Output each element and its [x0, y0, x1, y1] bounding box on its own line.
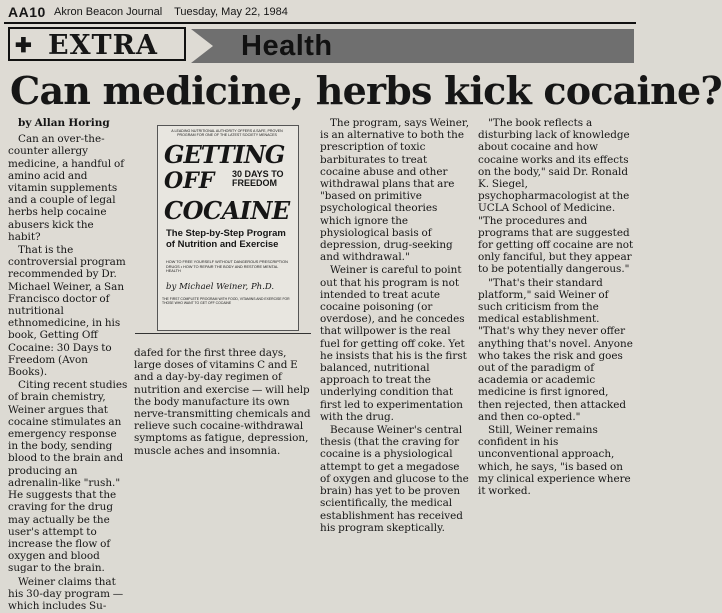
masthead-rule	[4, 22, 636, 24]
paragraph: The program, says Weiner, is an alternative to both the prescription of toxic barbiturates to treat cocaine abuse and other withdrawal plans that are "based on primitive psychological theories which ignore the physiological basis of depression, drug-seeking and withdrawal."	[320, 117, 470, 264]
paragraph: Because Weiner's central thesis (that the craving for cocaine is a physiological attempt to get a megadose of oxygen and glucose to the brain) has yet to be proven scientifically, the medical establishment has received his program skeptically.	[320, 424, 469, 534]
book-subtitle: The Step-by-Step Program of Nutrition and Exercise	[166, 228, 286, 250]
paragraph: Weiner is careful to point out that his program is not intended to treat acute cocaine poisoning (or overdose), and he concedes that willpower is the real fuel for getting off coke. Yet he insists that his is the first balanced, nutritional approach to treat the underlying condition that first led to experimentation with the drug.	[320, 264, 467, 423]
book-title-line-3: COCAINE	[164, 196, 290, 225]
section-banner	[8, 27, 634, 65]
publication-name: Akron Beacon Journal	[54, 6, 163, 18]
category-bar	[191, 29, 634, 63]
book-title-line-2: OFF	[164, 168, 215, 194]
article-column-2	[134, 347, 314, 458]
category-label: Health	[241, 30, 333, 62]
section-extra-box	[8, 27, 186, 61]
paragraph: "The book reflects a disturbing lack of knowledge about cocaine and how cocaine works and its effects on the body," said Dr. Ronald K. Siegel, psychopharmacologist at the UCLA School of Medicine. "The procedures and programs that are suggested for getting off cocaine are not only fanciful, but they appear to be potentially dangerous."	[478, 117, 634, 276]
article-column-3	[320, 117, 470, 535]
byline: by Allan Horing	[18, 117, 110, 129]
paragraph: Can an over-the-counter allergy medicine, a handful of amino acid and vitamin supplements and a couple of legal herbs help cocaine abusers kick the habit?	[8, 133, 125, 243]
book-days-text: 30 DAYS TO FREEDOM	[232, 169, 284, 188]
publication-date: Tuesday, May 22, 1984	[174, 6, 288, 18]
masthead	[6, 3, 634, 23]
book-cover-figure	[133, 117, 314, 345]
paragraph: Citing recent studies of brain chemistry, Weiner argues that cocaine stimulates an emergency response in the body, sending blood to the brain and producing an adrenalin-like "rush." He suggests that the craving for the drug may actually be the user's attempt to increase the flow of oxygen and blood sugar to the brain.	[8, 379, 128, 575]
book-title-line-1: GETTING	[164, 140, 285, 169]
paragraph: dafed for the first three days, large doses of vitamins C and E and a day-by-day regimen of nutrition and exercise — will help the body manufacture its own nerve-transmitting chemicals and relieve such cocaine-withdrawal symptoms as fatigue, depression, muscle aches and insomnia.	[134, 347, 311, 457]
headline: Can medicine, herbs kick cocaine?	[10, 68, 722, 113]
paragraph: That is the controversial program recommended by Dr. Michael Weiner, a San Francisco doctor of nutritional ethnomedicine, in his book, Getting Off Cocaine: 30 Days to Freedom (Avon Books).	[8, 244, 126, 379]
category-arrow-notch	[191, 29, 213, 63]
article-column-4	[478, 117, 634, 498]
page-number: AA10	[8, 4, 46, 20]
paragraph: "That's their standard platform," said Weiner of such criticism from the medical establishment. "That's why they never offer anything that's novel. Anyone who takes the risk and goes out of the paradigm of academia or academic medicine is first ignored, then rejected, then attacked and then co-opted."	[478, 276, 633, 423]
figure-rule	[135, 333, 311, 334]
book-cover-image	[157, 125, 299, 331]
paragraph: Still, Weiner remains confident in his unconventional approach, which, he says, "is based on my clinical experience where it worked.	[478, 424, 631, 498]
cross-icon: ✚	[15, 33, 33, 57]
book-tagline: HOW TO FREE YOURSELF WITHOUT DANGEROUS PRESCRIPTION DRUGS • HOW TO REPAIR THE BODY AND RESTORE MENTAL HEALTH	[166, 260, 288, 274]
book-footnote: THE FIRST COMPLETE PROGRAM WITH FOOD, VITAMINS AND EXERCISE FOR THOSE WHO WANT TO GET OFF COCAINE	[162, 297, 290, 306]
paragraph: Weiner claims that his 30-day program — which includes Su-	[8, 575, 124, 612]
book-author: by Michael Weiner, Ph.D.	[166, 282, 275, 292]
publication-line	[54, 6, 297, 18]
article-column-1	[8, 117, 128, 613]
book-top-text: A LEADING NUTRITIONAL AUTHORITY OFFERS A SAFE, PROVEN PROGRAM FOR ONE OF THE LATEST SOCIETY MENACES	[171, 129, 283, 137]
section-label: EXTRA	[48, 30, 159, 61]
